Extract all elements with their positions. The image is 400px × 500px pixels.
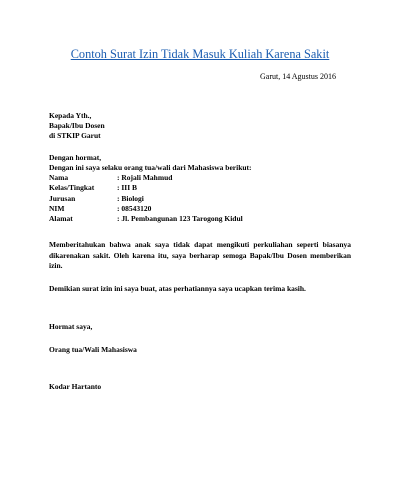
recipient-line-1: Kepada Yth., (49, 111, 92, 120)
field-row-kelas (49, 183, 137, 193)
signer-role: Orang tua/Wali Mahasiswa (49, 345, 137, 354)
field-row-nama (49, 173, 172, 183)
field-row-alamat (49, 214, 243, 224)
field-row-nim (49, 204, 151, 214)
field-label: Jurusan (49, 194, 76, 203)
field-row-jurusan (49, 194, 144, 204)
closing: Hormat saya, (49, 322, 93, 331)
field-value: : Biologi (117, 194, 144, 203)
signer-name: Kodar Hartanto (49, 382, 102, 391)
field-value: : 08543120 (117, 204, 152, 213)
field-label: Kelas/Tingkat (49, 183, 95, 192)
field-value: : Rojali Mahmud (117, 173, 173, 182)
body-paragraph-1: Memberitahukan bahwa anak saya tidak dapat mengikuti perkuliahan seperti biasanya dikarenakan sakit. Oleh karena itu, saya berharap semoga Bapak/Ibu Dosen memberikan izin. (49, 240, 351, 270)
recipient-line-3: di STKIP Garut (49, 131, 101, 140)
field-value: : III B (117, 183, 138, 192)
letter-date: Garut, 14 Agustus 2016 (260, 72, 336, 81)
field-value: : Jl. Pembangunan 123 Tarogong Kidul (117, 214, 243, 223)
intro-text: Dengan ini saya selaku orang tua/wali dari Mahasiswa berikut: (49, 163, 252, 172)
field-label: NIM (49, 204, 65, 213)
body-paragraph-2: Demikian surat izin ini saya buat, atas perhatiannya saya ucapkan terima kasih. (49, 284, 306, 293)
letter-title: Contoh Surat Izin Tidak Masuk Kuliah Karena Sakit (70, 47, 330, 61)
recipient-line-2: Bapak/Ibu Dosen (49, 121, 105, 130)
field-label: Alamat (49, 214, 73, 223)
greeting: Dengan hormat, (49, 153, 102, 162)
field-label: Nama (49, 173, 69, 182)
